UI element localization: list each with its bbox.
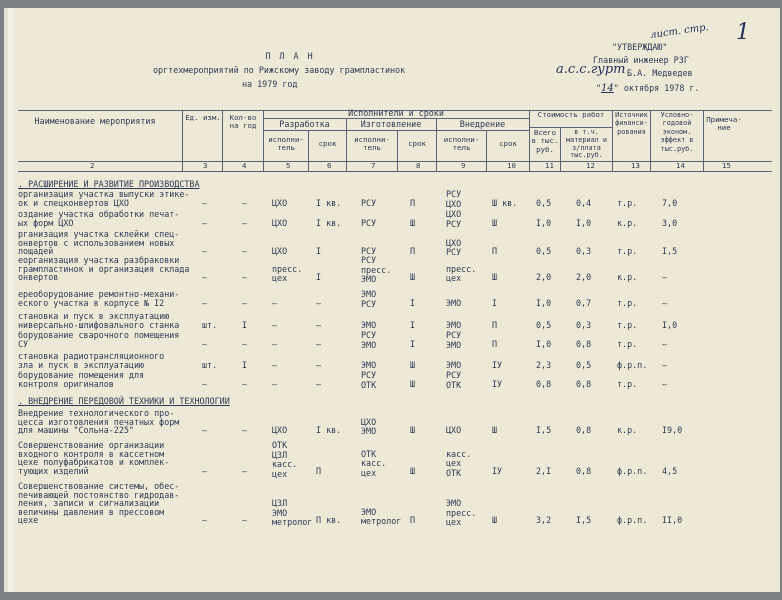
cell-eff: I,0: [662, 319, 678, 330]
corner-note: лист. стр.: [649, 21, 710, 42]
cell-cost-total: I,0: [536, 297, 552, 308]
cell-unit: –: [202, 338, 208, 349]
cell-cost-total: 0,5: [536, 246, 552, 257]
cell-eff: II,0: [662, 515, 683, 526]
row-name: величины давления в прессовом: [18, 506, 165, 517]
column-number: 10: [507, 161, 516, 170]
cell-make-exec: РСУ: [361, 217, 377, 228]
row-name: цесса изготовления печатных форм: [18, 416, 180, 427]
header-make-term: срок: [408, 139, 426, 148]
cell-fin: к.р.: [617, 425, 638, 436]
header-exec-group: Исполнители и сроки: [348, 108, 444, 118]
cell-unit: –: [202, 465, 208, 476]
cell-eff: 3,0: [662, 217, 678, 228]
cell-unit: –: [202, 246, 208, 257]
cell-dev-term: П: [316, 465, 322, 476]
row-name: онвертов с использованием новых: [18, 237, 175, 248]
cell-eff: I,5: [662, 246, 678, 257]
column-number: 8: [416, 161, 421, 170]
cell-eff: –: [662, 378, 668, 389]
cell-dev-term: П кв.: [316, 515, 342, 526]
cell-dev-term: –: [316, 378, 322, 389]
cell-cost-mat: 0,5: [576, 359, 592, 370]
row-name: для машины "Сольна-225": [18, 425, 134, 436]
cell-eff: 4,5: [662, 465, 678, 476]
row-name: борудование помещения для: [18, 370, 145, 380]
cell-fin: т.р.: [617, 319, 638, 330]
page-number: 1: [736, 20, 750, 45]
cell-cost-total: I,5: [536, 425, 552, 436]
cell-fin: т.р.: [617, 197, 638, 208]
header-dev-term: срок: [318, 139, 337, 148]
cell-fin: т.р.: [617, 378, 638, 389]
header-eff: Условно- годовой эконом. эффект в тыс.руб.: [660, 111, 694, 153]
cell-dev-term: –: [316, 319, 322, 330]
cell-cost-total: 3,2: [536, 515, 552, 526]
cell-make-exec: ЭМО РСУ: [361, 289, 377, 309]
cell-dev-exec: ЦХО: [272, 246, 288, 257]
cell-qty: –: [242, 217, 248, 228]
cell-make-exec: ЭМО: [361, 319, 377, 330]
cell-make-exec: ЭМО метролог: [361, 506, 402, 527]
row-name: Совершенствование организации: [18, 440, 165, 450]
cell-impl-exec: касс. цех ОТК: [446, 448, 472, 478]
cell-impl-exec: РСУ ЭМО: [446, 330, 462, 350]
cell-make-term: Ш: [410, 359, 416, 370]
cell-impl-exec: ЦХО РСУ: [446, 209, 462, 229]
cell-make-term: Ш: [410, 217, 416, 228]
cell-qty: I: [242, 359, 248, 370]
row-name: ок и спецконвертов ЦХО: [18, 197, 129, 208]
approval-date-day: 14: [601, 83, 614, 94]
header-qty: Кол-во на год: [229, 113, 257, 131]
row-name: зла и пуск в эксплуатацию: [18, 359, 145, 370]
header-dev: Разработка: [279, 119, 330, 129]
cell-make-term: П: [410, 515, 416, 526]
column-number: 11: [545, 161, 554, 170]
cell-impl-term: Ш кв.: [492, 197, 518, 208]
row-name: оздание участка обработки печат-: [18, 209, 180, 219]
cell-cost-mat: 0,3: [576, 246, 592, 257]
row-name: ереоборудование ремонтно-механи-: [18, 289, 180, 299]
cell-make-exec: РСУ ОТК: [361, 370, 377, 390]
row-name: Совершенствование системы, обес-: [18, 481, 180, 491]
column-number: 15: [722, 161, 731, 170]
row-name: входного контроля в кассетном: [18, 448, 165, 459]
cell-cost-mat: 0,8: [576, 425, 592, 436]
cell-cost-mat: 2,0: [576, 272, 592, 283]
cell-unit: –: [202, 425, 208, 436]
cell-impl-exec: ЦХО РСУ: [446, 237, 462, 258]
cell-make-term: П: [410, 197, 416, 208]
cell-impl-term: IУ: [492, 378, 503, 389]
cell-cost-total: I,0: [536, 338, 552, 349]
cell-fin: ф.р.п.: [617, 359, 648, 370]
cell-impl-exec: ЭМО пресс. цех: [446, 498, 477, 528]
cell-fin: ф.р.п.: [617, 515, 648, 526]
row-name: цехе: [18, 515, 39, 526]
row-name: грампластинок и организация склада: [18, 263, 190, 274]
cell-dev-exec: –: [272, 338, 278, 349]
cell-qty: –: [242, 272, 248, 283]
cell-dev-exec: ЦХО: [272, 217, 288, 228]
row-name: онвертов: [18, 272, 59, 283]
cell-cost-mat: I,0: [576, 217, 592, 228]
row-name: тующих изделий: [18, 465, 89, 476]
row-name: контроля оригиналов: [18, 378, 114, 389]
header-impl-exec: исполни- тель: [443, 135, 480, 153]
cell-make-term: I: [410, 338, 416, 349]
cell-make-exec: ОТК касс. цех: [361, 448, 387, 478]
cell-qty: –: [242, 197, 248, 208]
cell-qty: –: [242, 338, 248, 349]
section-title: . ВНЕДРЕНИЕ ПЕРЕДОВОЙ ТЕХНИКИ И ТЕХНОЛОГИИ: [18, 396, 230, 406]
cell-make-exec: РСУ: [361, 197, 377, 208]
header-cost-total: Всего в тыс. руб.: [531, 128, 559, 154]
cell-cost-total: 2,0: [536, 272, 552, 283]
cell-cost-mat: I,5: [576, 515, 592, 526]
cell-impl-exec: ЭМО: [446, 297, 462, 308]
plan-title: П Л А Н: [265, 51, 315, 61]
cell-dev-term: I: [316, 246, 322, 257]
cell-dev-term: I кв.: [316, 425, 342, 436]
row-name: ниверсально-шлифовального станка: [18, 319, 180, 330]
approval-signer: Б.А. Медведев: [627, 68, 693, 78]
approval-position: Главный инженер РЗГ: [593, 55, 689, 65]
cell-dev-term: I: [316, 272, 322, 283]
cell-dev-term: –: [316, 297, 322, 308]
cell-unit: –: [202, 515, 208, 526]
cell-impl-term: П: [492, 246, 498, 257]
column-number: 3: [203, 161, 208, 170]
header-make: Изготовление: [360, 119, 422, 129]
row-name: СУ: [18, 338, 29, 349]
row-name: организация участка выпуски этике-: [18, 189, 190, 199]
cell-fin: к.р.: [617, 272, 638, 283]
cell-unit: –: [202, 272, 208, 283]
cell-impl-exec: ЦХО: [446, 425, 462, 436]
cell-qty: –: [242, 465, 248, 476]
cell-cost-total: 2,3: [536, 359, 552, 370]
cell-unit: –: [202, 217, 208, 228]
cell-dev-exec: пресс. цех: [272, 263, 303, 284]
cell-dev-term: –: [316, 359, 322, 370]
cell-eff: –: [662, 338, 668, 349]
cell-fin: к.р.: [617, 217, 638, 228]
cell-impl-exec: пресс. цех: [446, 263, 477, 284]
cell-cost-total: 2,I: [536, 465, 552, 476]
cell-impl-term: П: [492, 319, 498, 330]
cell-dev-exec: ЦХО: [272, 425, 288, 436]
header-name: Наименование мероприятия: [34, 116, 156, 126]
header-note: Примеча- ние: [706, 115, 742, 133]
cell-cost-mat: 0,4: [576, 197, 592, 208]
cell-impl-term: Ш: [492, 217, 498, 228]
header-dev-exec: исполни- тель: [268, 135, 304, 153]
cell-make-exec: РСУ ЭМО: [361, 330, 377, 350]
header-impl: Внедрение: [459, 119, 506, 129]
plan-year: на 1979 год: [242, 79, 298, 89]
cell-fin: т.р.: [617, 246, 638, 257]
cell-unit: –: [202, 297, 208, 308]
cell-unit: шт.: [202, 319, 218, 330]
cell-make-term: I: [410, 319, 416, 330]
row-name: цехе полуфабрикатов и комплек-: [18, 457, 170, 468]
header-unit: Ед. изм.: [185, 113, 221, 122]
cell-impl-term: IУ: [492, 465, 503, 476]
row-name: становка радиотрансляционного: [18, 351, 165, 361]
cell-make-exec: ЭМО: [361, 359, 377, 370]
header-impl-term: срок: [499, 139, 517, 148]
row-name: лощадей: [18, 246, 54, 257]
cell-eff: I9,0: [662, 425, 683, 436]
cell-make-exec: РСУ: [361, 246, 377, 257]
cell-fin: т.р.: [617, 297, 638, 308]
cell-qty: –: [242, 297, 248, 308]
cell-impl-term: Ш: [492, 425, 498, 436]
cell-make-term: Ш: [410, 272, 416, 283]
cell-dev-exec: ЦХО: [272, 197, 288, 208]
column-number: 6: [327, 161, 332, 170]
column-number: 4: [242, 161, 247, 170]
row-name: становка и пуск в эксплуатацию: [18, 311, 170, 321]
cell-impl-term: П: [492, 338, 498, 349]
cell-impl-exec: РСУ ЦХО: [446, 189, 462, 209]
column-number: 7: [371, 161, 376, 170]
cell-cost-mat: 0,3: [576, 319, 592, 330]
header-cost-group: Стоимость работ: [537, 110, 605, 119]
cell-dev-term: –: [316, 338, 322, 349]
cell-cost-total: I,0: [536, 217, 552, 228]
header-cost-mat: в т.ч. материал и з/плата тыс.руб.: [566, 128, 607, 160]
row-name: Внедрение технологического про-: [18, 408, 175, 418]
cell-dev-exec: ЦЗЛ ЭМО метролог: [272, 498, 313, 528]
cell-cost-total: 0,5: [536, 197, 552, 208]
cell-dev-term: I кв.: [316, 197, 342, 208]
column-number: 9: [461, 161, 466, 170]
column-number: 2: [90, 161, 95, 170]
approval-label: "УТВЕРЖДАЮ": [612, 42, 668, 52]
cell-dev-exec: ОТК ЦЗЛ касс. цех: [272, 440, 298, 479]
plan-subtitle: оргтехмероприятий по Рижскому заводу грампластинок: [153, 65, 406, 75]
cell-dev-exec: –: [272, 319, 278, 330]
column-number: 14: [676, 161, 685, 170]
cell-cost-mat: 0,8: [576, 378, 592, 389]
column-number: 12: [586, 161, 595, 170]
row-name: борудование сварочного помещения: [18, 330, 180, 340]
cell-qty: –: [242, 246, 248, 257]
cell-qty: –: [242, 378, 248, 389]
cell-qty: I: [242, 319, 248, 330]
cell-dev-exec: –: [272, 359, 278, 370]
cell-make-exec: ЦХО ЭМО: [361, 416, 377, 437]
cell-eff: –: [662, 272, 668, 283]
cell-make-term: Ш: [410, 425, 416, 436]
cell-cost-mat: 0,7: [576, 297, 592, 308]
cell-impl-term: I: [492, 297, 498, 308]
cell-qty: –: [242, 425, 248, 436]
cell-make-term: П: [410, 246, 416, 257]
cell-cost-mat: 0,8: [576, 338, 592, 349]
cell-cost-mat: 0,8: [576, 465, 592, 476]
row-name: еского участка в корпусе № I2: [18, 297, 165, 308]
cell-impl-term: Ш: [492, 272, 498, 283]
cell-impl-exec: РСУ ОТК: [446, 370, 462, 390]
cell-make-exec: РСУ пресс. ЭМО: [361, 255, 392, 285]
approval-date: "14" октября 1978 г.: [596, 83, 700, 94]
cell-eff: –: [662, 359, 668, 370]
column-number: 5: [286, 161, 291, 170]
cell-make-term: Ш: [410, 378, 416, 389]
column-number: 13: [631, 161, 640, 170]
cell-make-term: Ш: [410, 465, 416, 476]
cell-cost-total: 0,5: [536, 319, 552, 330]
cell-fin: ф.р.п.: [617, 465, 648, 476]
header-make-exec: исполни- тель: [354, 135, 390, 153]
cell-qty: –: [242, 515, 248, 526]
cell-impl-term: IУ: [492, 359, 503, 370]
approval-signature: а.с.с.гурт: [556, 62, 626, 77]
section-title: . РАСШИРЕНИЕ И РАЗВИТИЕ ПРОИЗВОДСТВА: [18, 179, 200, 189]
header-fin: Источник финанси- рования: [615, 111, 648, 136]
row-name: рганизация участка склейки спец-: [18, 229, 180, 239]
cell-fin: т.р.: [617, 338, 638, 349]
row-name: еорганизация участка разбраковки: [18, 255, 180, 265]
cell-dev-term: I кв.: [316, 217, 342, 228]
cell-dev-exec: –: [272, 378, 278, 389]
cell-eff: 7,0: [662, 197, 678, 208]
row-name: ых форм ЦХО: [18, 217, 74, 228]
cell-dev-exec: –: [272, 297, 278, 308]
row-name: ления, записи и сигнализации: [18, 498, 160, 509]
cell-unit: –: [202, 378, 208, 389]
cell-unit: шт.: [202, 359, 218, 370]
cell-impl-exec: ЭМО: [446, 319, 462, 330]
cell-unit: –: [202, 197, 208, 208]
cell-impl-exec: ЭМО: [446, 359, 462, 370]
cell-cost-total: 0,8: [536, 378, 552, 389]
cell-eff: –: [662, 297, 668, 308]
cell-make-term: I: [410, 297, 416, 308]
cell-impl-term: Ш: [492, 515, 498, 526]
row-name: печивающей постоянство гидродав-: [18, 489, 180, 500]
